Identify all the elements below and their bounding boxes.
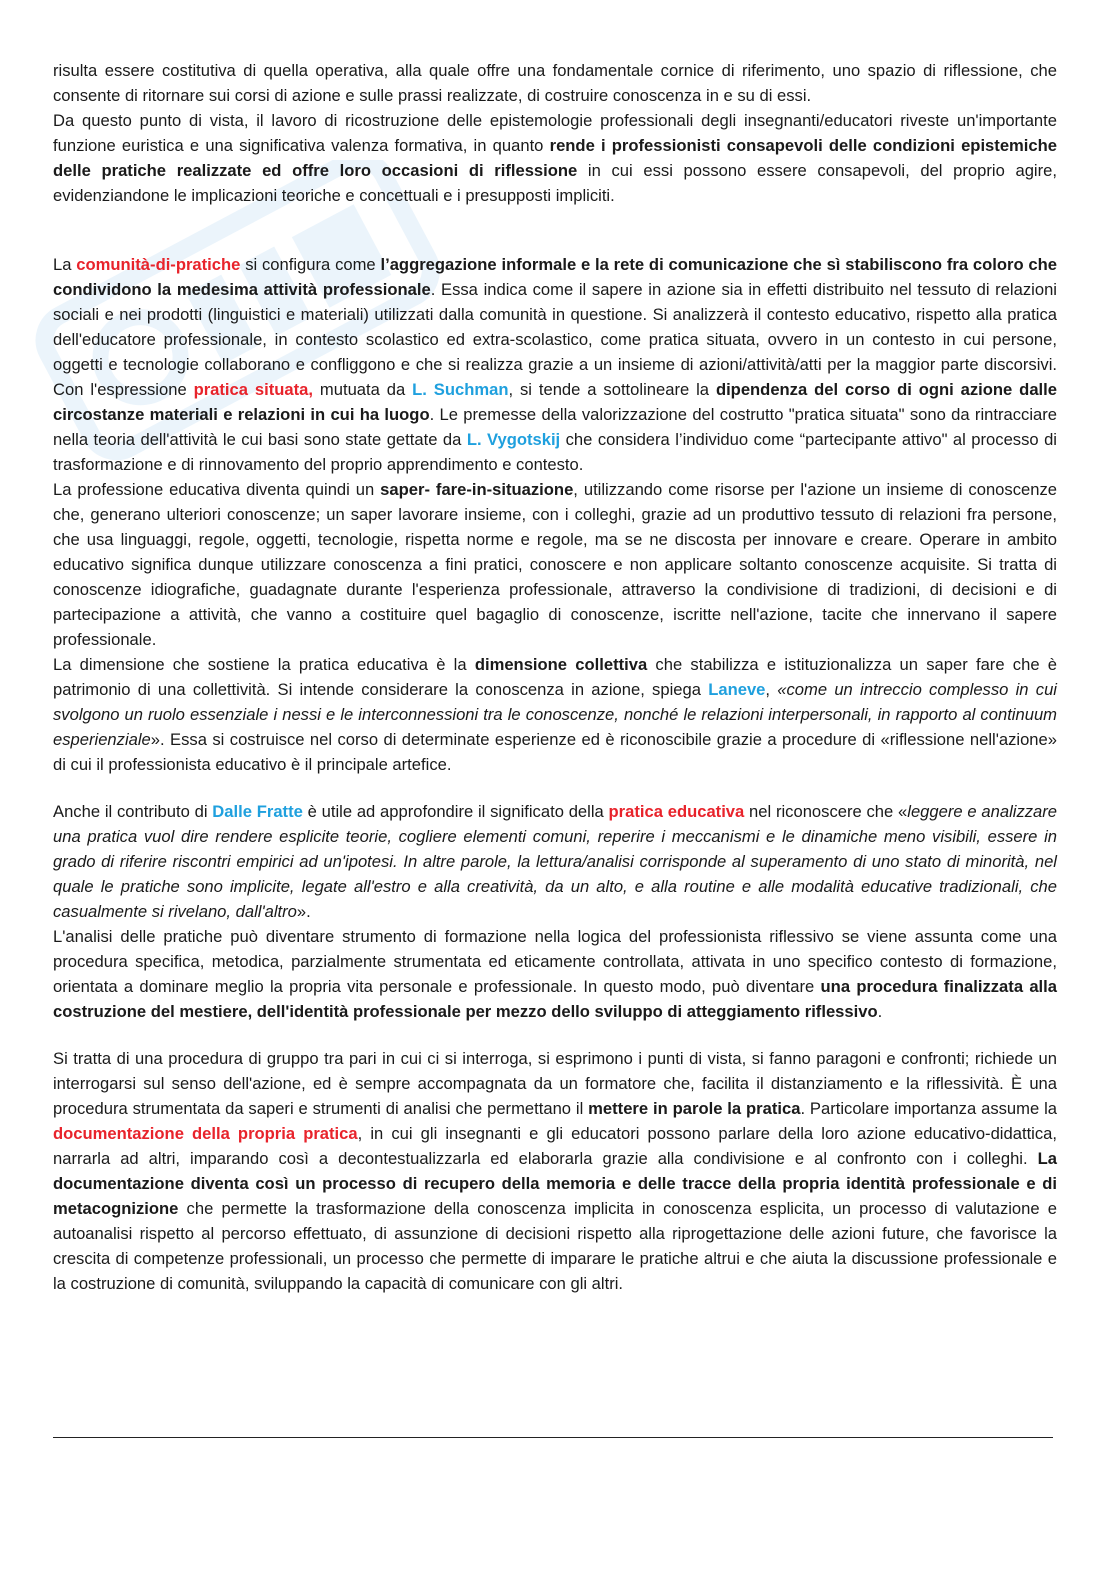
highlight-term: documentazione della propria pratica xyxy=(53,1124,358,1143)
highlight-term: comunità-di-pratiche xyxy=(76,255,241,274)
author-name: L. Vygotskij xyxy=(466,430,561,449)
paragraph-7: Si tratta di una procedura di gruppo tra pari in cui ci si interroga, si esprimono i punti di vista, si fanno paragoni e confronti; richiede un interrogarsi sul senso dell'azione, ed è sempre accompagnata da un formatore che, facilita il distanziamento e la riflessività. È una procedura strumentata da saperi e strumenti di analisi che permettano il mettere in parole la pratica. Particolare importanza assume la documentazione della propria pratica, in cui gli insegnanti e gli educatori possono parlare della loro azione educativo-didattica, narrarla ad altri, imparando così a decontestualizzarla ed elaborarla grazie alla condivisione e al confronto con i colleghi. La documentazione diventa così un processo di recupero della memoria e delle tracce della propria identità professionale e di metacognizione che permette la trasformazione della conoscenza implicita in conoscenza esplicita, un processo di valutazione e autoanalisi rispetto al percorso effettuato, di assunzione di decisioni rispetto alla riprogettazione delle azioni future, che favorisce la crescita di competenze professionali, un processo che permette di imparare le pratiche altrui e che aiuta la discussione professionale e la costruzione di comunità, sviluppando la capacità di comunicare con gli altri. xyxy=(53,1049,1057,1293)
highlight-term: pratica situata, xyxy=(193,380,313,399)
highlight-term: pratica educativa xyxy=(608,802,745,821)
paragraph-6: L'analisi delle pratiche può diventare strumento di formazione nella logica del professionista riflessivo se viene assunta come una procedura specifica, metodica, parzialmente strumentata ed eticamente controllata, attivata in uno specifico contesto di formazione, orientata a dominare meglio la propria vita personale e professionale. In questo modo, può diventare una procedura finalizzata alla costruzione del mestiere, dell'identità professionale per mezzo dello sviluppo di atteggiamento riflessivo. xyxy=(53,927,1057,1021)
bold-phrase: dipendenza del corso di ogni azione dalle circostanze materiali e relazioni in cui ha luogo xyxy=(53,380,1057,424)
author-name: Dalle Fratte xyxy=(212,802,303,821)
bold-phrase: rende i professionisti consapevoli delle condizioni epistemiche delle pratiche realizzate ed offre loro occasioni di riflessione xyxy=(53,136,1057,180)
bold-phrase: La documentazione diventa così un processo di recupero della memoria e delle tracce della propria identità professionale e di metacognizione xyxy=(53,1149,1057,1218)
bold-phrase: una procedura finalizzata alla costruzione del mestiere, dell'identità professionale per mezzo dello sviluppo di atteggiamento riflessivo xyxy=(53,977,1057,1021)
quote-italic: leggere e analizzare una pratica vuol dire rendere esplicite teorie, cogliere elementi comuni, reperire i meccanismi e le dinamiche meno visibili, essere in grado di riferire riscontri empirici ad un'ipotesi. In altre parole, la lettura/analisi corrisponde al superamento di uno stato di minorità, nel quale le pratiche sono implicite, legate all'estro e alla creatività, da un alto, e alla routine e alle modalità educative tradizionali, che casualmente si rivelano, dall'altro xyxy=(53,802,1058,921)
bold-phrase: mettere in parole la pratica xyxy=(588,1099,801,1118)
bold-phrase: saper- fare-in-situazione xyxy=(380,480,574,499)
paragraph-3: La professione educativa diventa quindi un saper- fare-in-situazione, utilizzando come risorse per l'azione un insieme di conoscenze che, generano ulteriori conoscenze; un saper lavorare insieme, con i colleghi, grazie ad un produttivo tessuto di relazioni fra persone, che usa linguaggi, regole, oggetti, tecnologie, rispetta norme e regole, ma se ne discosta per innovare e creare. Operare in ambito educativo significa dunque utilizzare conoscenza a fini pratici, conoscere e non applicare soltanto conoscenze acquisite. Si tratta di conoscenze idiografiche, guadagnate durante l'esperienza professionale, attraverso la condivisione di tradizioni, di decisioni e di partecipazione a attività, che vanno a costituire quel bagaglio di conoscenze, iscritte nell'azione, tacite che innervano il sapere professionale. xyxy=(53,480,1057,649)
author-name: L. Suchman xyxy=(412,380,509,399)
bold-phrase: dimensione collettiva xyxy=(474,655,648,674)
paragraph-2: La comunità-di-pratiche si configura come l’aggregazione informale e la rete di comunicazione che sì stabiliscono fra coloro che condividono la medesima attività professionale. Essa indica come il sapere in azione sia in effetti distribuito nel tessuto di relazioni sociali e nei prodotti (linguistici e materiali) utilizzati dalla comunità in questione. Si analizzerà il contesto educativo, rispetto alla pratica dell'educatore professionale, in contesto scolastico ed extra-scolastico, come pratica situata, ovvero in un contesto in cui persone, oggetti e tecnologie collaborano e confliggono e che si realizza grazie a un insieme di azioni/attività/atti per la maggior parte discorsivi. Con l'espressione pratica situata, mutuata da L. Suchman, si tende a sottolineare la dipendenza del corso di ogni azione dalle circostanze materiali e relazioni in cui ha luogo. Le premesse della valorizzazione del costrutto "pratica situata" sono da rintracciare nella teoria dell'attività le cui basi sono state gettate da L. Vygotskij che considera l’individuo come “partecipante attivo" al processo di trasformazione e di rinnovamento del proprio apprendimento e contesto. xyxy=(53,255,1058,474)
paragraph-5: Anche il contributo di Dalle Fratte è utile ad approfondire il significato della pratica educativa nel riconoscere che «leggere e analizzare una pratica vuol dire rendere esplicite teorie, cogliere elementi comuni, reperire i meccanismi e le dinamiche meno visibili, essere in grado di riferire riscontri empirici ad un'ipotesi. In altre parole, la lettura/analisi corrisponde al superamento di uno stato di minorità, nel quale le pratiche sono implicite, legate all'estro e alla creatività, da un alto, e alla routine e alle modalità educative tradizionali, che casualmente si rivelano, dall'altro». xyxy=(53,802,1058,921)
author-name: Laneve xyxy=(708,680,766,699)
section-divider xyxy=(53,1437,1053,1438)
quote-italic: «come un intreccio complesso in cui svolgono un ruolo essenziale i nessi e le interconnessioni tra le conoscenze, nonché le relazioni interpersonali, in rapporto al continuum esperienziale xyxy=(53,680,1057,749)
paragraph-4: La dimensione che sostiene la pratica educativa è la dimensione collettiva che stabilizza e istituzionalizza un saper fare che è patrimonio di una collettività. Si intende considerare la conoscenza in azione, spiega Laneve, «come un intreccio complesso in cui svolgono un ruolo essenziale i nessi e le interconnessioni tra le conoscenze, nonché le relazioni interpersonali, in rapporto al continuum esperienziale». Essa si costruisce nel corso di determinate esperienze ed è riconoscibile grazie a procedure di «riflessione nell'azione» di cui il professionista educativo è il principale artefice. xyxy=(53,655,1058,774)
bold-phrase: l’aggregazione informale e la rete di comunicazione che sì stabiliscono fra coloro che condividono la medesima attività professionale xyxy=(53,255,1058,299)
paragraph-1: risulta essere costitutiva di quella operativa, alla quale offre una fondamentale cornice di riferimento, uno spazio di riflessione, che consente di ritornare sui corsi di azione e sulle prassi realizzate, di costruire conoscenza in e su di essi. Da questo punto di vista, il lavoro di ricostruzione delle epistemologie professionali degli insegnanti/educatori riveste un'importante funzione euristica e una significativa valenza formativa, in quanto rende i professionisti consapevoli delle condizioni epistemiche delle pratiche realizzate ed offre loro occasioni di riflessione in cui essi possono essere consapevoli, del proprio agire, evidenziandone le implicazioni teoriche e concettuali e i presupposti impliciti. xyxy=(53,61,1057,205)
document-body xyxy=(53,58,1057,1296)
